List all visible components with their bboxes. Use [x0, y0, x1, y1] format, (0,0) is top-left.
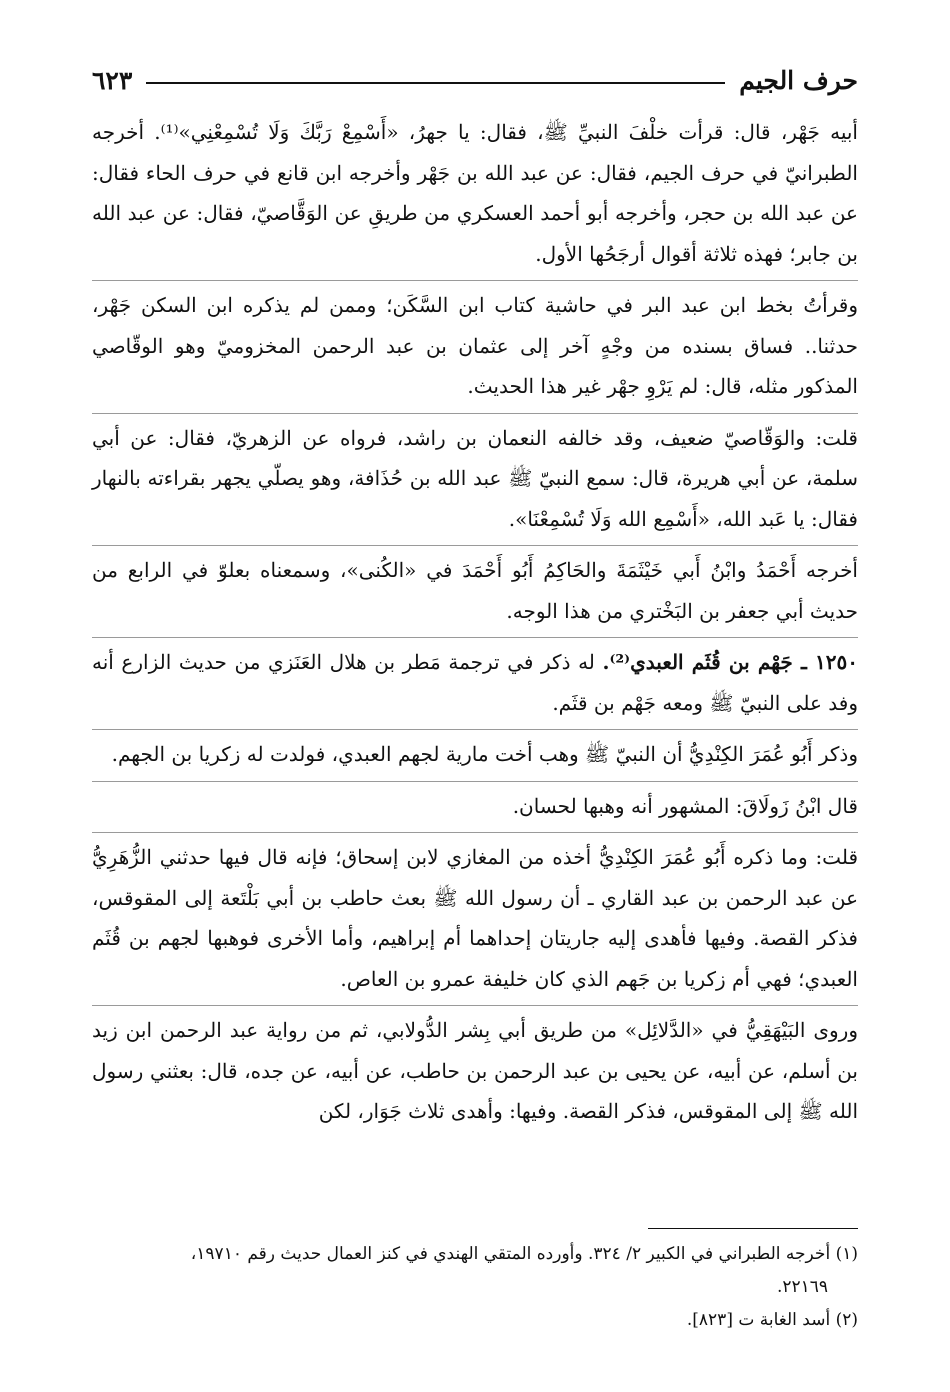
header-rule: [146, 82, 725, 84]
paragraph: [92, 112, 858, 281]
running-header: [92, 60, 858, 100]
paragraph-text: قلت: وما ذكره أَبُو عُمَرَ الكِنْدِيُّ أخذه من المغازي لابن إسحاق؛ فإنه قال فيها حدثني الزُّهَرِيُّ عن عبد الرحمن بن عبد القاري ـ أن رسول الله ﷺ بعث حاطب بن أبي بَلْتَعة إلى المقوقس، فذكر القصة. وفيها فأهدى إليه جاريتان إحداهما أم إبراهيم، وأما الأخرى فوهبها لجهم بن قُثَم العبدي؛ فهي أم زكريا بن جَهم الذي كان خليفة عمرو بن العاص.: [92, 845, 858, 991]
main-text: [92, 112, 858, 1142]
paragraph-text: وروى البَيْهَقِيُّ في «الدَّلائِل» من طريق أبي بِشر الدُّولابي، ثم من رواية عبد الرحمن ابن زيد بن أسلم، عن أبيه، عن يحيى بن عبد الرحمن بن حاطب، عن أبيه، عن جده، قال: بعثني رسول الله ﷺ إلى المقوقس، فذكر القصة. وفيها: وأهدى ثلاث جَوَار، لكن: [92, 1018, 858, 1123]
footnote-1: [92, 1238, 858, 1304]
footnotes: [92, 1238, 858, 1337]
footnote-text: (٢) أسد الغابة ت [٨٢٣].: [686, 1310, 858, 1330]
chapter-title: حرف الجيم: [739, 65, 858, 95]
footnote-text-continued: ٢٢١٦٩.: [776, 1277, 828, 1297]
page-number: ٦٢٣: [92, 65, 133, 95]
entry-heading: ١٢٥٠ ـ جَهْم بن قُثَم العبدي⁽²⁾.: [602, 650, 858, 674]
entry-paragraph: [92, 642, 858, 730]
paragraph-text: وذكر أَبُو عُمَرَ الكِنْدِيُّ أن النبيّ ﷺ وهب أخت مارية لجهم العبدي، فولدت له زكريا بن الجهم.: [111, 742, 858, 766]
footnote-2: [92, 1304, 858, 1337]
paragraph-text: أبيه جَهْر، قال: قرأت خلْفَ النبيِّ ﷺ، فقال: يا جهرُ، «أَسْمِعْ رَبَّكَ وَلَا تُسْمِعْنِي»⁽¹⁾. أخرجه الطبرانيّ في حرف الجيم، فقال: عن عبد الله بن جَهْر وأخرجه ابن قانع في حرف الحاء فقال: عن عبد الله بن حجر، وأخرجه أبو أحمد العسكري من طريقِ عن الوَقَّاصيّ، فقال: عن عبد الله بن جابر؛ فهذه ثلاثة أقوال أرجَحُها الأول.: [92, 120, 858, 266]
footnote-text: (١) أخرجه الطبراني في الكبير ٢/ ٣٢٤. وأورده المتقي الهندي في كنز العمال حديث رقم ١٩٧١٠،: [190, 1244, 858, 1264]
paragraph: [92, 418, 858, 547]
paragraph: [92, 837, 858, 1006]
paragraph-text: وقرأتُ بخط ابن عبد البر في حاشية كتاب ابن السَّكَن؛ وممن لم يذكره ابن السكن جَهْر، حدثنا.. فساق بسنده من وجْهٍ آخر إلى عثمان بن عبد الرحمن المخزوميّ وهو الوقّاصي المذكور مثله، قال: لم يَرْوِ جهْر غير هذا الحديث.: [92, 293, 858, 398]
paragraph: [92, 786, 858, 834]
paragraph: [92, 734, 858, 782]
paragraph: [92, 550, 858, 638]
paragraph-text: أخرجه أَحْمَدُ وابْنُ أَبي خَيْثَمَةَ والحَاكِمُ أَبُو أَحْمَدَ في «الكُنى»، وسمعناه بعلوّ في الرابع من حديث أبي جعفر بن البَخْتري من هذا الوجه.: [92, 558, 858, 623]
paragraph: [92, 285, 858, 414]
paragraph-text: له ذكر في ترجمة مَطر بن هلال العَنَزي من حديث الزارع أنه وفد على النبيّ ﷺ ومعه جَهْم بن قثَم.: [92, 650, 858, 715]
footnote-separator: [648, 1228, 858, 1229]
paragraph: [92, 1010, 858, 1138]
paragraph-text: قال ابْنُ زَولَاقَ: المشهور أنه وهبها لحسان.: [512, 793, 858, 818]
paragraph-text: قلت: والوَقّاصيّ ضعيف، وقد خالفه النعمان بن راشد، فرواه عن الزهريّ، فقال: عن أبي سلمة، عن أبي هريرة، قال: سمع النبيّ ﷺ عبد الله بن حُذَافة، وهو يصلّي يجهر بقراءته بالنهار فقال: يا عَبد الله، «أَسْمِع الله وَلَا تُسْمِعْنَا».: [92, 425, 858, 531]
